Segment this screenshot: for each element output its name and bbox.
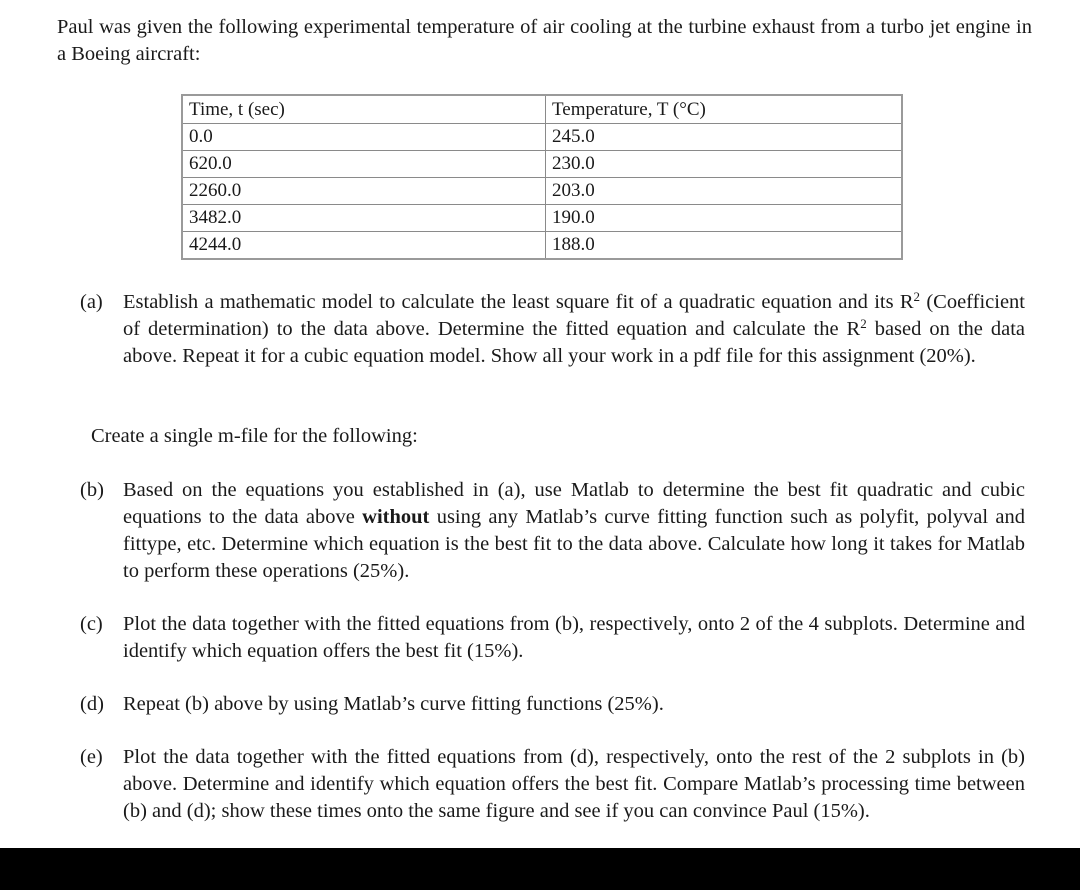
data-table <box>181 94 903 260</box>
table-header-row <box>182 95 902 124</box>
part-d <box>80 691 1025 718</box>
time-cell: 2260.0 <box>182 178 546 205</box>
part-b <box>80 477 1025 585</box>
temperature-cell: 203.0 <box>546 178 903 205</box>
part-e-text: Plot the data together with the fitted equations from (d), respectively, onto the rest of the 2 subplots in (b) above. Determine and identify which equation offers the best fit. Compare Matlab’s processing time between (b) and (d); show these times onto the same figure and see if you can convince Paul (15%). <box>123 746 1025 822</box>
time-cell: 3482.0 <box>182 205 546 232</box>
temperature-cell: 188.0 <box>546 232 903 260</box>
part-b-marker: (b) <box>80 479 104 501</box>
part-e <box>80 744 1025 825</box>
table-row <box>182 232 902 260</box>
temperature-cell: 245.0 <box>546 124 903 151</box>
part-a-marker: (a) <box>80 291 103 313</box>
table-row <box>182 205 902 232</box>
mfile-heading: Create a single m-file for the following: <box>91 425 418 447</box>
part-a-text: Establish a mathematic model to calculate the least square fit of a quadratic equation and its $R^2$ (Coefficient of determination) to the data above. Determine the fitted equation and calculate the $R^2$ based on the data above. Repeat it for a cubic equation model. Show all your work in a pdf file for this assignment (20%). <box>123 289 1026 367</box>
part-c-text: Plot the data together with the fitted equations from (b), respectively, onto 2 of the 4 subplots. Determine and identify which equation offers the best fit (15%). <box>123 613 1025 662</box>
part-b-text: Based on the equations you established in (a), use Matlab to determine the best fit quadratic and cubic equations to the data above without using any Matlab’s curve fitting function such as polyfit, polyval and fittype, etc. Determine which equation is the best fit to the data above. Calculate how long it takes for Matlab to perform these operations (25%). <box>123 479 1025 582</box>
part-c <box>80 611 1025 665</box>
part-e-marker: (e) <box>80 746 103 768</box>
temperature-cell: 230.0 <box>546 151 903 178</box>
table-row <box>182 178 902 205</box>
table-row <box>182 151 902 178</box>
time-cell: 4244.0 <box>182 232 546 260</box>
part-d-marker: (d) <box>80 693 104 715</box>
part-c-marker: (c) <box>80 613 103 635</box>
table-row <box>182 124 902 151</box>
superscript-2: 2 <box>860 316 867 331</box>
temperature-cell: 190.0 <box>546 205 903 232</box>
intro-paragraph: Paul was given the following experimental temperature of air cooling at the turbine exhaust from a turbo jet engine in a Boeing aircraft: <box>57 16 1032 65</box>
part-a <box>80 289 1025 370</box>
emphasis-without: without <box>362 506 430 528</box>
time-cell: 620.0 <box>182 151 546 178</box>
time-cell: 0.0 <box>182 124 546 151</box>
column-header-time: Time, t (sec) <box>182 95 546 124</box>
superscript-2: 2 <box>913 289 921 304</box>
bottom-black-bar <box>0 848 1080 890</box>
column-header-temperature: Temperature, T (°C) <box>546 95 903 124</box>
part-d-text: Repeat (b) above by using Matlab’s curve fitting functions (25%). <box>123 693 664 715</box>
